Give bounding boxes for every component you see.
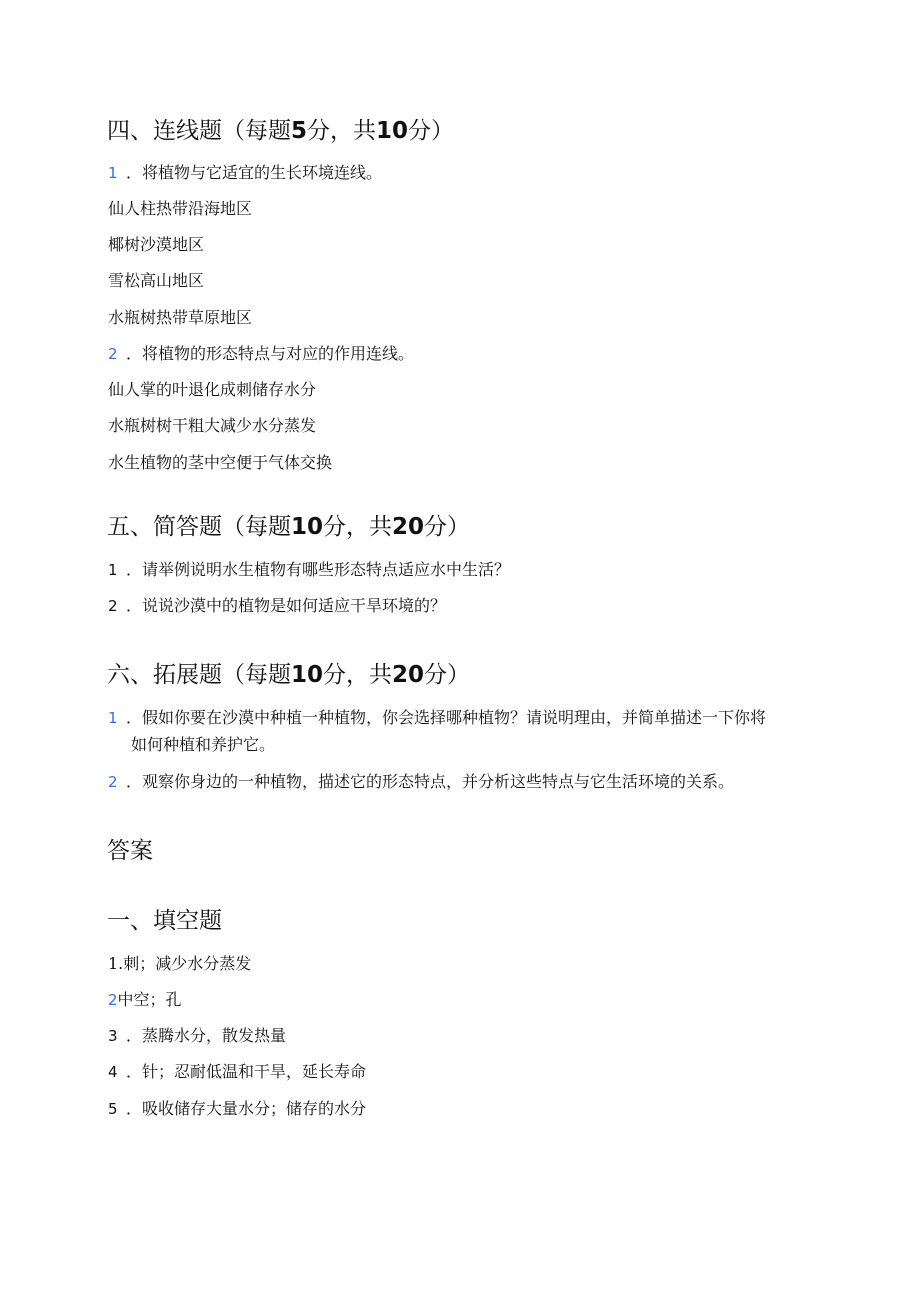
answer-1: 1.刺；减少水分蒸发	[108, 954, 252, 973]
answer-text: 中空；孔	[117, 990, 182, 1009]
section-6-question-1	[108, 706, 766, 730]
heading-text: 分）	[424, 662, 471, 688]
answer-text: ．吸收储存大量水分；储存的水分	[126, 1099, 367, 1118]
answer-4	[108, 1060, 366, 1084]
question-number: 1	[108, 709, 118, 727]
heading-number: 10	[291, 514, 324, 540]
question-text: ．将植物与它适宜的生长环境连线。	[126, 163, 383, 182]
section-6-question-1-continued: 如何种植和养护它。	[131, 735, 276, 754]
heading-number: 5	[291, 118, 308, 144]
answer-3	[108, 1024, 286, 1048]
section-4-question-2	[108, 342, 414, 366]
answer-number: 3	[108, 1027, 118, 1045]
question-text: ．说说沙漠中的植物是如何适应干旱环境的？	[126, 596, 447, 615]
heading-number: 20	[392, 662, 425, 688]
match-item: 雪松高山地区	[108, 271, 205, 290]
match-item: 椰树沙漠地区	[108, 235, 205, 254]
section-6-question-2	[108, 770, 734, 794]
answer-text: ．针；忍耐低温和干旱，延长寿命	[126, 1062, 367, 1081]
answer-text: ．蒸腾水分，散发热量	[126, 1026, 287, 1045]
match-item: 仙人掌的叶退化成刺储存水分	[108, 380, 317, 399]
section-5-question-1	[108, 558, 510, 582]
match-item: 水生植物的茎中空便于气体交换	[108, 453, 333, 472]
match-item: 水瓶树热带草原地区	[108, 308, 253, 327]
section-5-heading	[107, 512, 470, 542]
heading-number: 10	[376, 118, 409, 144]
heading-number: 20	[392, 514, 425, 540]
match-item: 水瓶树树干粗大减少水分蒸发	[108, 416, 317, 435]
match-item: 仙人柱热带沿海地区	[108, 199, 253, 218]
question-number: 2	[108, 773, 118, 791]
heading-text: 分，共	[307, 118, 377, 144]
answers-heading: 答案	[107, 838, 153, 864]
answer-5	[108, 1097, 366, 1121]
section-5-question-2	[108, 594, 446, 618]
heading-text: 分）	[408, 118, 455, 144]
question-text: ．将植物的形态特点与对应的作用连线。	[126, 344, 415, 363]
answers-subheading: 一、填空题	[107, 908, 222, 934]
question-text: ．请举例说明水生植物有哪些形态特点适应水中生活？	[126, 560, 511, 579]
question-text: ．假如你要在沙漠中种植一种植物，你会选择哪种植物？请说明理由，并简单描述一下你将	[126, 708, 767, 727]
answer-number: 5	[108, 1100, 118, 1118]
question-number: 1	[108, 164, 118, 182]
heading-text: 六、拓展题（每题	[107, 662, 291, 688]
question-number: 1	[108, 561, 118, 579]
section-4-heading	[107, 116, 454, 146]
section-4-question-1	[108, 161, 382, 185]
answer-2	[108, 988, 182, 1012]
heading-text: 分，共	[323, 514, 393, 540]
question-text: ．观察你身边的一种植物，描述它的形态特点，并分析这些特点与它生活环境的关系。	[126, 772, 735, 791]
question-number: 2	[108, 345, 118, 363]
answer-number: 4	[108, 1063, 118, 1081]
heading-text: 分，共	[323, 662, 393, 688]
section-6-heading	[107, 660, 470, 690]
heading-text: 四、连线题（每题	[107, 118, 291, 144]
heading-text: 五、简答题（每题	[107, 514, 291, 540]
heading-number: 10	[291, 662, 324, 688]
answer-number: 2	[108, 991, 118, 1009]
heading-text: 分）	[424, 514, 471, 540]
question-number: 2	[108, 597, 118, 615]
